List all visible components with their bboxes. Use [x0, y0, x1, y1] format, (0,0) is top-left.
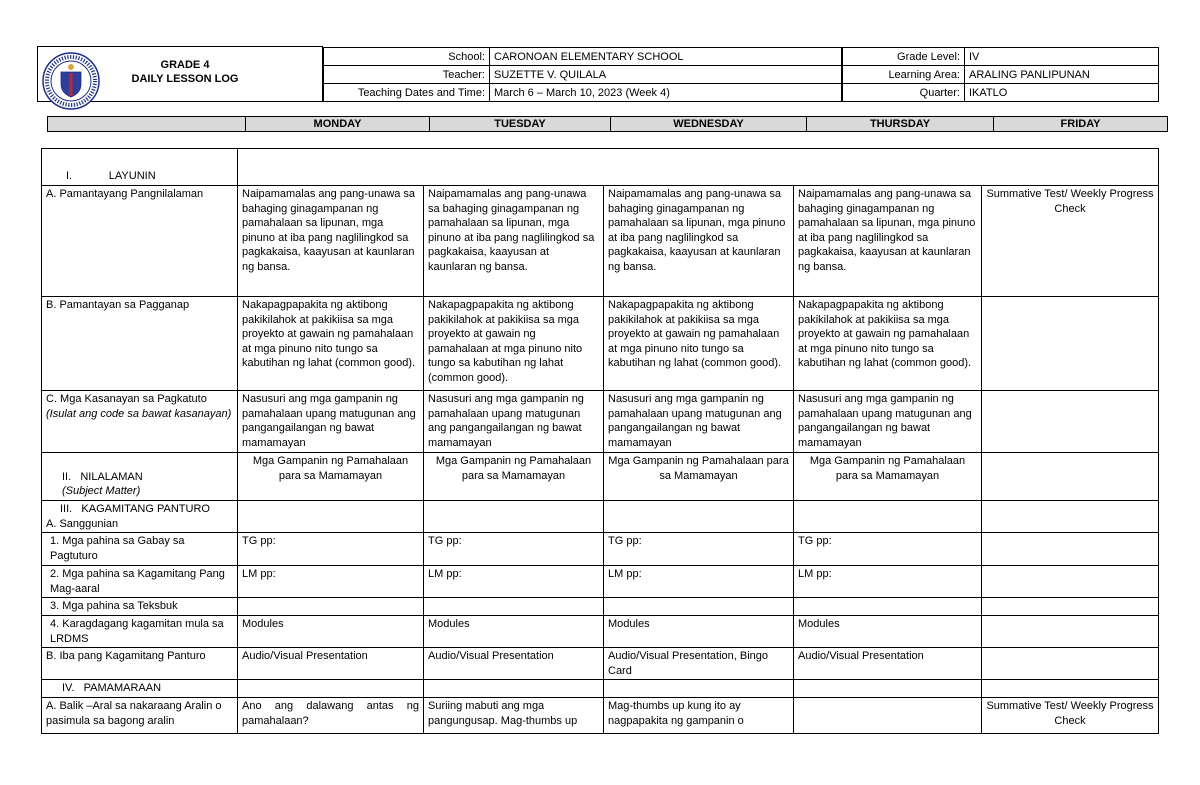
iba-label: B. Iba pang Kagamitang Panturo: [42, 648, 238, 680]
gabay-thursday: TG pp:: [794, 533, 982, 566]
row-karagdagang: [42, 615, 1159, 647]
day-wednesday: WEDNESDAY: [611, 117, 807, 132]
pagganap-wednesday: Nakapagpapakita ng aktibong pakikilahok at pakikiisa sa mga proyekto at gawain ng pamahalaan at mga pinuno nito tungo sa kabutihan ng lahat (common good).: [604, 297, 794, 391]
kasanayan-tuesday: Nasusuri ang mga gampanin ng pamahalaan upang matugunan ang pangangailangan ng bawat mamamayan: [424, 391, 604, 453]
kasanayan-label: C. Mga Kasanayan sa Pagkatuto: [46, 393, 207, 405]
teksbuk-monday: [238, 598, 424, 616]
magaaral-friday: [982, 566, 1159, 598]
pamamaraan-label: IV. PAMAMARAAN: [42, 680, 238, 698]
school-value: CARONOAN ELEMENTARY SCHOOL: [490, 48, 842, 66]
teksbuk-tuesday: [424, 598, 604, 616]
day-monday: MONDAY: [246, 117, 430, 132]
pamamaraan-wednesday: [604, 680, 794, 698]
pagganap-tuesday: Nakapagpapakita ng aktibong pakikilahok at pakikiisa sa mga proyekto at gawain ng pamahalaan at mga pinuno nito tungo sa kabutihan ng lahat (common good).: [424, 297, 604, 391]
gabay-label: 1. Mga pahina sa Gabay sa Pagtuturo: [42, 533, 238, 566]
kasanayan-monday: Nasusuri ang mga gampanin ng pamahalaan upang matugunan ang pangangailangan ng bawat mamamayan: [238, 391, 424, 453]
school-label: School:: [324, 48, 490, 66]
row-nilalaman: [42, 453, 1159, 501]
karagdagang-wednesday: Modules: [604, 615, 794, 647]
learning-area-value: ARALING PANLIPUNAN: [965, 66, 1159, 84]
kasanayan-cell: [42, 391, 238, 453]
kagamitan-label: III. KAGAMITANG PANTURO: [60, 503, 210, 515]
row-pamantayang: [42, 186, 1159, 297]
kagamitan-friday: [982, 501, 1159, 533]
karagdagang-monday: Modules: [238, 615, 424, 647]
gabay-monday: TG pp:: [238, 533, 424, 566]
nilalaman-label: II. NILALAMAN: [62, 470, 143, 483]
grade-level-value: IV: [965, 48, 1159, 66]
teacher-label: Teacher:: [324, 66, 490, 84]
magaaral-wednesday: LM pp:: [604, 566, 794, 598]
kagamitan-monday: [238, 501, 424, 533]
layunin-blank: [238, 149, 1159, 186]
row-iba: [42, 648, 1159, 680]
kagamitan-tuesday: [424, 501, 604, 533]
teksbuk-label: 3. Mga pahina sa Teksbuk: [42, 598, 238, 616]
karagdagang-thursday: Modules: [794, 615, 982, 647]
nilalaman-monday: Mga Gampanin ng Pamahalaan para sa Mamamayan: [238, 453, 424, 501]
pamantayang-thursday: Naipamamalas ang pang-unawa sa bahaging ginagampanan ng pamahalaan sa lipunan, mga pinuno at iba pang naglilingkod sa pagkakaisa, kaayusan at kaunlaran ng bansa.: [794, 186, 982, 297]
iba-wednesday: Audio/Visual Presentation, Bingo Card: [604, 648, 794, 680]
kagamitan-wednesday: [604, 501, 794, 533]
balik-monday: Ano ang dalawang antas ng pamahalaan?: [238, 697, 424, 733]
iba-monday: Audio/Visual Presentation: [238, 648, 424, 680]
pagganap-monday: Nakapagpapakita ng aktibong pakikilahok at pakikiisa sa mga proyekto at gawain ng pamahalaan at mga pinuno nito tungo sa kabutihan ng lahat (common good).: [238, 297, 424, 391]
teksbuk-wednesday: [604, 598, 794, 616]
quarter-value: IKATLO: [965, 84, 1159, 102]
pamamaraan-thursday: [794, 680, 982, 698]
balik-label: A. Balik –Aral sa nakaraang Aralin o pasimula sa bagong aralin: [42, 697, 238, 733]
row-balik: [42, 697, 1159, 733]
magaaral-monday: LM pp:: [238, 566, 424, 598]
pamantayang-label: A. Pamantayang Pangnilalaman: [42, 186, 238, 297]
nilalaman-friday: [982, 453, 1159, 501]
nilalaman-note: (Subject Matter): [62, 485, 141, 498]
teacher-value: SUZETTE V. QUILALA: [490, 66, 842, 84]
day-thursday: THURSDAY: [807, 117, 994, 132]
layunin-label: I. LAYUNIN: [42, 149, 238, 186]
row-pagganap: [42, 297, 1159, 391]
magaaral-tuesday: LM pp:: [424, 566, 604, 598]
kagamitan-cell: [42, 501, 238, 533]
pamantayang-monday: Naipamamalas ang pang-unawa sa bahaging ginagampanan ng pamahalaan sa lipunan, mga pinuno at iba pang naglilingkod sa pagkakaisa, kaayusan at kaunlaran ng bansa.: [238, 186, 424, 297]
row-teksbuk: [42, 598, 1159, 616]
row-layunin: [42, 149, 1159, 186]
karagdagang-label: 4. Karagdagang kagamitan mula sa LRDMS: [42, 615, 238, 647]
row-magaaral: [42, 566, 1159, 598]
learning-area-label: Learning Area:: [843, 66, 965, 84]
school-info-right: [842, 47, 1159, 102]
pamantayang-tuesday: Naipamamalas ang pang-unawa sa bahaging ginagampanan ng pamahalaan sa lipunan, mga pinuno at iba pang naglilingkod sa pagkakaisa, kaayusan at kaunlaran ng bansa.: [424, 186, 604, 297]
nilalaman-thursday: Mga Gampanin ng Pamahalaan para sa Mamamayan: [794, 453, 982, 501]
grade-level-label: Grade Level:: [843, 48, 965, 66]
sanggunian-label: A. Sanggunian: [46, 517, 119, 530]
teksbuk-thursday: [794, 598, 982, 616]
iba-thursday: Audio/Visual Presentation: [794, 648, 982, 680]
day-friday: FRIDAY: [994, 117, 1168, 132]
pagganap-friday: [982, 297, 1159, 391]
kasanayan-wednesday: Nasusuri ang mga gampanin ng pamahalaan upang matugunan ang pangangailangan ng bawat mamamayan: [604, 391, 794, 453]
pamantayang-friday: Summative Test/ Weekly Progress Check: [982, 186, 1159, 297]
gabay-tuesday: TG pp:: [424, 533, 604, 566]
grade-title: GRADE 4: [160, 59, 210, 71]
log-title: DAILY LESSON LOG: [131, 73, 239, 85]
days-blank: [48, 117, 246, 132]
pagganap-thursday: Nakapagpapakita ng aktibong pakikilahok at pakikiisa sa mga proyekto at gawain ng pamahalaan at mga pinuno nito tungo sa kabutihan ng lahat (common good).: [794, 297, 982, 391]
kagamitan-thursday: [794, 501, 982, 533]
teksbuk-friday: [982, 598, 1159, 616]
pagganap-label: B. Pamantayan sa Pagganap: [42, 297, 238, 391]
row-pamamaraan: [42, 680, 1159, 698]
nilalaman-tuesday: Mga Gampanin ng Pamahalaan para sa Mamamayan: [424, 453, 604, 501]
karagdagang-friday: [982, 615, 1159, 647]
gabay-wednesday: TG pp:: [604, 533, 794, 566]
balik-wednesday: Mag-thumbs up kung ito ay nagpapakita ng gampanin o: [604, 697, 794, 733]
balik-tuesday: Suriing mabuti ang mga pangungusap. Mag-thumbs up: [424, 697, 604, 733]
kasanayan-thursday: Nasusuri ang mga gampanin ng pamahalaan upang matugunan ang pangangailangan ng bawat mamamayan: [794, 391, 982, 453]
row-kasanayan: [42, 391, 1159, 453]
nilalaman-wednesday: Mga Gampanin ng Pamahalaan para sa Mamamayan: [604, 453, 794, 501]
row-gabay: [42, 533, 1159, 566]
kasanayan-note: (Isulat ang code sa bawat kasanayan): [46, 407, 232, 420]
magaaral-thursday: LM pp:: [794, 566, 982, 598]
gabay-friday: [982, 533, 1159, 566]
school-info-left: [323, 47, 842, 102]
dates-label: Teaching Dates and Time:: [324, 84, 490, 102]
iba-tuesday: Audio/Visual Presentation: [424, 648, 604, 680]
deped-seal-logo: [42, 52, 100, 110]
dates-value: March 6 – March 10, 2023 (Week 4): [490, 84, 842, 102]
kasanayan-friday: [982, 391, 1159, 453]
magaaral-label: 2. Mga pahina sa Kagamitang Pang Mag-aaral: [42, 566, 238, 598]
pamantayang-wednesday: Naipamamalas ang pang-unawa sa bahaging ginagampanan ng pamahalaan sa lipunan, mga pinuno at iba pang naglilingkod sa pagkakaisa, kaayusan at kaunlaran ng bansa.: [604, 186, 794, 297]
days-header: [47, 116, 1168, 132]
pamamaraan-tuesday: [424, 680, 604, 698]
day-tuesday: TUESDAY: [430, 117, 611, 132]
quarter-label: Quarter:: [843, 84, 965, 102]
pamamaraan-friday: [982, 680, 1159, 698]
balik-thursday: [794, 697, 982, 733]
pamamaraan-monday: [238, 680, 424, 698]
balik-friday: Summative Test/ Weekly Progress Check: [982, 697, 1159, 733]
row-kagamitan: [42, 501, 1159, 533]
iba-friday: [982, 648, 1159, 680]
lesson-log-table: [41, 148, 1159, 734]
karagdagang-tuesday: Modules: [424, 615, 604, 647]
form-title: [130, 58, 240, 86]
nilalaman-cell: [42, 453, 238, 501]
